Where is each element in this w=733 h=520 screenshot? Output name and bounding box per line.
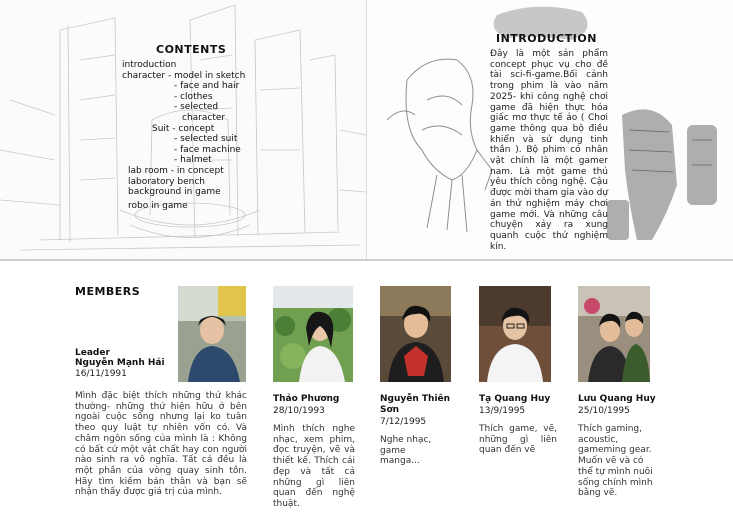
table-of-contents bbox=[122, 60, 245, 211]
member-bio: Thích game, vẽ, những gì liên quan đến vẽ bbox=[479, 424, 557, 456]
toc-item: character bbox=[182, 112, 226, 123]
introduction-page bbox=[367, 0, 733, 259]
introduction-title: INTRODUCTION bbox=[496, 32, 597, 45]
member-bio: Nghe nhạc, game manga... bbox=[380, 435, 432, 467]
members-page bbox=[0, 261, 733, 520]
toc-item: - clothes bbox=[174, 91, 213, 102]
member-name: Lưu Quang Huy bbox=[578, 394, 656, 404]
leader-role: Leader bbox=[75, 348, 110, 358]
toc-item: character - model in sketch bbox=[122, 70, 246, 81]
toc-item: introduction bbox=[122, 60, 177, 70]
member-name bbox=[380, 394, 452, 415]
member-bio: Thích gaming, acoustic, gameming gear. Muốn vẽ và có thể tự mình nuôi sống chính mình bằng vẽ. bbox=[578, 424, 653, 499]
toc-item: - halmet bbox=[174, 155, 212, 166]
contents-title: CONTENTS bbox=[156, 43, 227, 56]
leader-bio: Mình đặc biệt thích những thứ khác thường- những thứ hiện hữu ở bên ngoài cuộc sống nhưng lại ko tuân theo quy luật tự nhiên vốn có. Và châm ngôn sống của mình là : Không có bất cứ một vật chất hay con người nào sinh ra vô nghĩa. Tất cả đều là một phần của vòng quay sinh tồn. Hãy tìm kiếm bản thân và bạn sẽ nhận thấy được giá trị của mình. bbox=[75, 391, 247, 498]
toc-item: Suit - concept bbox=[152, 123, 215, 134]
member-name-text: Nguyễn Thiên Sơn bbox=[380, 394, 451, 415]
contents-page bbox=[0, 0, 366, 259]
member-bio: Mình thích nghe nhạc, xem phim, đọc truyện, vẽ và thiết kế. Thích cái đẹp và tất cả những gì liên quan đến nghệ thuật. bbox=[273, 424, 355, 509]
member-photo bbox=[273, 286, 353, 382]
members-title: MEMBERS bbox=[75, 285, 141, 298]
member-photo bbox=[479, 286, 551, 382]
member-birthdate: 7/12/1995 bbox=[380, 417, 427, 427]
toc-item: laboratory bench bbox=[128, 176, 205, 187]
toc-item: robo in game bbox=[128, 200, 188, 211]
toc-item: - selected bbox=[174, 102, 219, 113]
member-photo bbox=[578, 286, 650, 382]
leader-photo bbox=[178, 286, 246, 382]
toc-item: background in game bbox=[128, 187, 221, 198]
toc-item: - face machine bbox=[174, 144, 241, 155]
leader-name: Nguyễn Mạnh Hải bbox=[75, 358, 165, 368]
toc-item: lab room - in concept bbox=[128, 165, 224, 176]
member-birthdate: 28/10/1993 bbox=[273, 406, 325, 416]
member-name: Thảo Phương bbox=[273, 394, 340, 404]
toc-item: - face and hair bbox=[174, 81, 240, 92]
member-photo bbox=[380, 286, 451, 382]
member-birthdate: 25/10/1995 bbox=[578, 406, 630, 416]
member-name: Tạ Quang Huy bbox=[479, 394, 551, 404]
leader-birthdate: 16/11/1991 bbox=[75, 369, 127, 379]
introduction-text: Đây là một sản phẩm concept phục vụ cho đề tài sci-fi-game.Bối cảnh trong phim là vào năm 2025- khi công nghệ chơi game đã hiện thực hóa giấc mơ thực tế ảo ( Chơi game thông qua bộ điều khiển và sử dụng tinh thần ). Bộ phim có nhân vật chính là một gamer nam. Là một game thủ yêu thích công nghệ. Cậu được mời tham gia vào dự án thử nghiệm máy chơi game mới. Và những câu chuyện xảy ra xung quanh cuộc thử nghiệm kín. bbox=[490, 49, 608, 252]
member-birthdate: 13/9/1995 bbox=[479, 406, 526, 416]
toc-item: - selected suit bbox=[174, 134, 238, 145]
